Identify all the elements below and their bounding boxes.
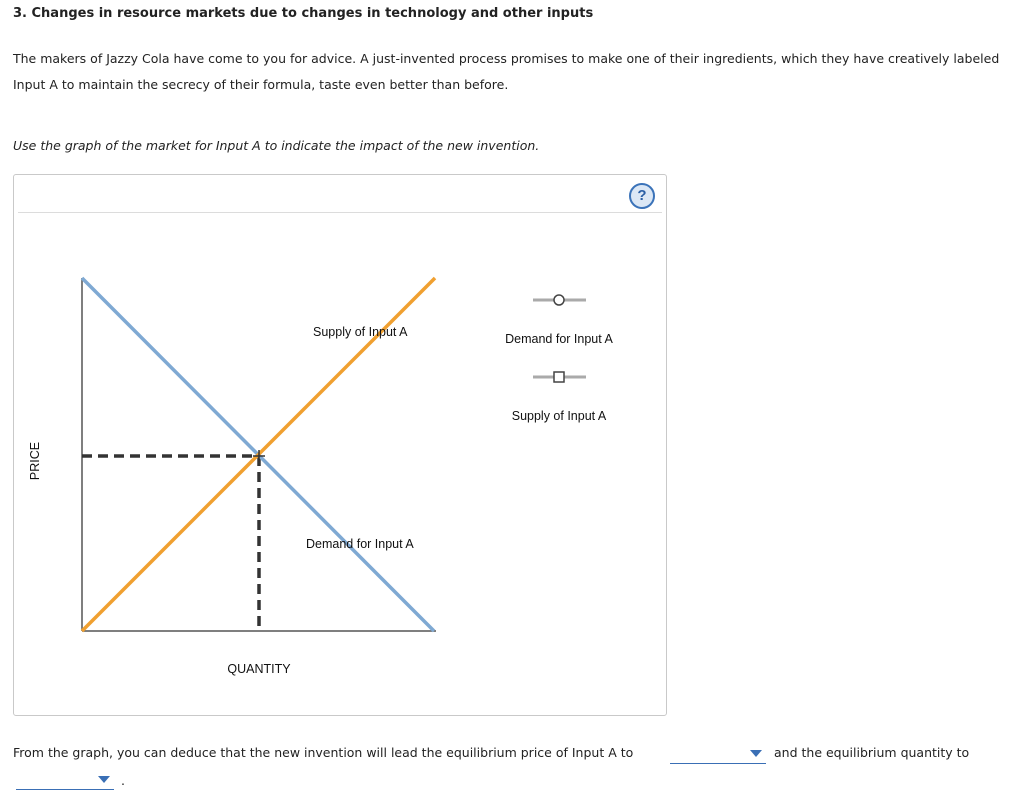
demand-tool-label: Demand for Input A [505,332,613,346]
demand-tool[interactable] [533,295,586,305]
supply-tool-label: Supply of Input A [511,409,607,423]
demand-curve-label: Demand for Input A [306,537,414,551]
circle-marker-icon [554,295,564,305]
price-dropdown[interactable] [670,745,766,764]
chevron-down-icon [98,776,110,783]
chevron-down-icon [750,750,762,757]
question-terminal: . [121,773,125,788]
question-text-part1: From the graph, you can deduce that the new invention will lead the equilibrium price of Input A to [13,745,634,760]
supply-curve-label: Supply of Input A [313,325,408,339]
graph-panel [13,174,667,716]
x-axis-label: QUANTITY [227,662,291,676]
instruction-text: Use the graph of the market for Input A to indicate the impact of the new invention. [13,138,540,153]
square-marker-icon [554,372,564,382]
market-graph [14,175,666,715]
help-icon[interactable]: ? [629,183,655,209]
intro-paragraph: The makers of Jazzy Cola have come to you for advice. A just-invented process promises to make one of their ingredients, which they have creatively labeled Input A to maintain the secrecy of their formula, taste even better than before. [13,51,1000,92]
quantity-dropdown[interactable] [16,771,114,790]
y-axis-label: PRICE [28,441,42,481]
question-text-part2: and the equilibrium quantity to [774,745,970,760]
question-heading: 3. Changes in resource markets due to changes in technology and other inputs [13,6,594,21]
supply-tool[interactable] [533,372,586,382]
